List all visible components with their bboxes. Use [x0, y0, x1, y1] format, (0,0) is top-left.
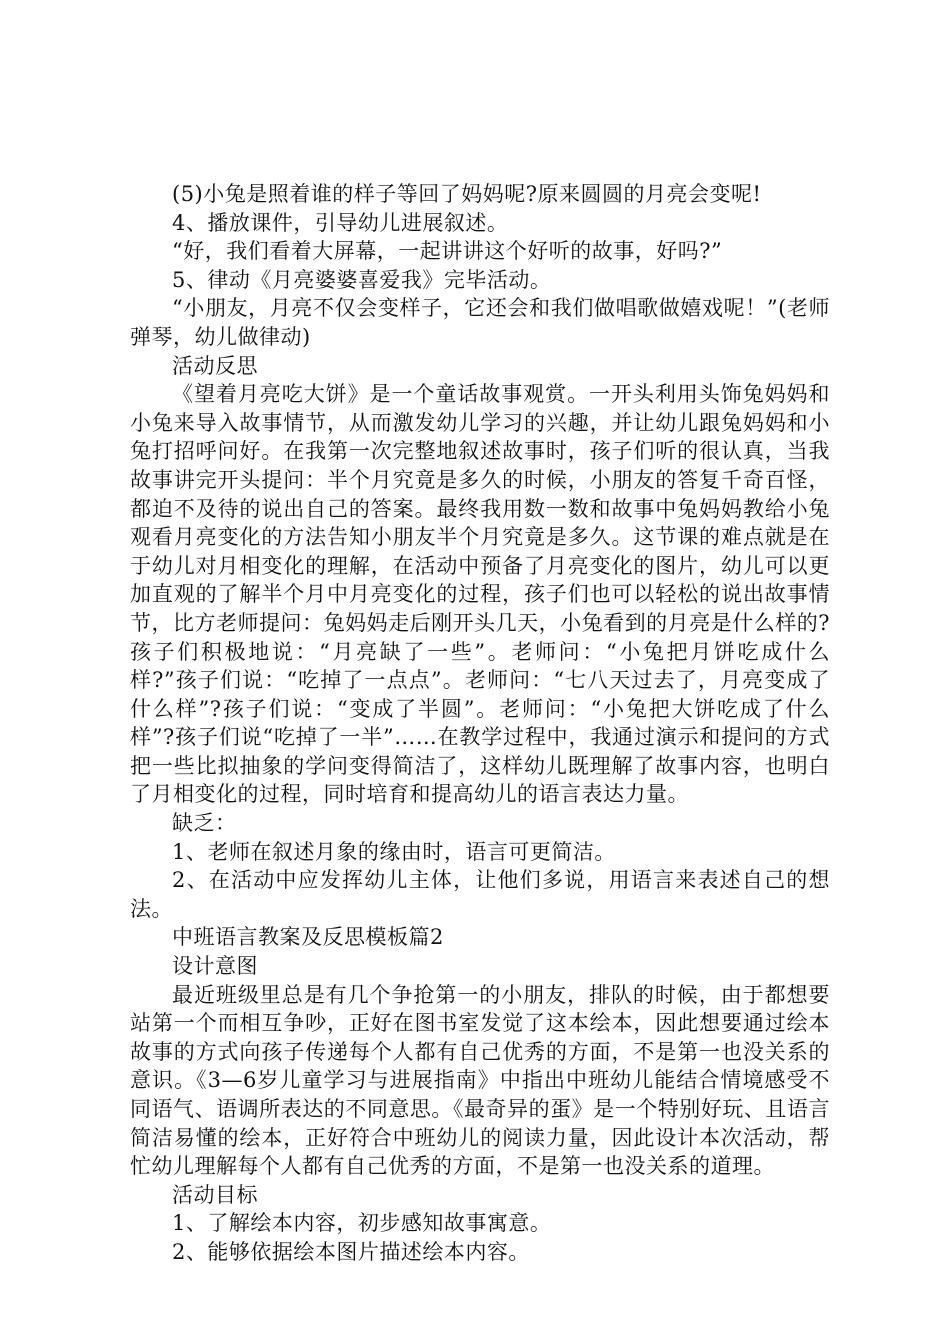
paragraph-design-intent-body: 最近班级里总是有几个争抢第一的小朋友，排队的时候，由于都想要站第一个而相互争吵，正好在图书室发觉了这本绘本，因此想要通过绘本故事的方式向孩子传递每个人都有自己优秀的方面，不是第一也没关系的意识。《3—6岁儿童学习与进展指南》中指出中班幼儿能结合情境感受不同语气、语调所表达的不同意思。《最奇异的蛋》是一个特别好玩、且语言简洁易懂的绘本，正好符合中班幼儿的阅读力量，因此设计本次活动，帮忙幼儿理解每个人都有自己优秀的方面，不是第一也没关系的道理。 — [130, 982, 830, 1179]
paragraph-step-5: 5、律动《月亮婆婆喜爱我》完毕活动。 — [172, 267, 552, 292]
paragraph-step-4: 4、播放课件，引导幼儿进展叙述。 — [172, 210, 509, 235]
paragraph-shortcoming-2: 2、在活动中应发挥幼儿主体，让他们多说，用语言来表述自己的想法。 — [130, 868, 830, 921]
paragraph-quote-screen: “好，我们看着大屏幕，一起讲讲这个好听的故事，好吗?” — [172, 239, 723, 264]
paragraph-goal-2: 2、能够依据绘本图片描述绘本内容。 — [172, 1239, 530, 1264]
heading-activity-reflection: 活动反思 — [172, 353, 258, 378]
heading-lesson-plan-2: 中班语言教案及反思模板篇2 — [172, 925, 444, 950]
paragraph-quote-moon: “小朋友，月亮不仅会变样子，它还会和我们做唱歌做嬉戏呢！”(老师弹琴，幼儿做律动) — [130, 296, 830, 349]
document-body — [130, 180, 830, 1267]
paragraph-step-5-sub: (5)小兔是照着谁的样子等回了妈妈呢?原来圆圆的月亮会变呢! — [172, 182, 762, 206]
paragraph-goal-1: 1、了解绘本内容，初步感知故事寓意。 — [172, 1211, 552, 1236]
paragraph-shortcoming-1: 1、老师在叙述月象的缘由时，语言可更简洁。 — [172, 839, 616, 864]
heading-design-intent: 设计意图 — [172, 954, 258, 979]
heading-activity-goals: 活动目标 — [172, 1182, 258, 1207]
heading-shortcomings: 缺乏： — [172, 811, 237, 836]
paragraph-reflection-body: 《望着月亮吃大饼》是一个童话故事观赏。一开头利用头饰兔妈妈和小兔来导入故事情节，从而激发幼儿学习的兴趣，并让幼儿跟兔妈妈和小兔打招呼问好。在我第一次完整地叙述故事时，孩子们听的很认真，当我故事讲完开头提问：半个月究竟是多久的时候，小朋友的答复千奇百怪，都迫不及待的说出自己的答案。最终我用数一数和故事中兔妈妈教给小兔观看月亮变化的方法告知小朋友半个月究竟是多久。这节课的难点就是在于幼儿对月相变化的理解，在活动中预备了月亮变化的图片，幼儿可以更加直观的了解半个月中月亮变化的过程，孩子们也可以轻松的说出故事情节，比方老师提问：兔妈妈走后刚开头几天，小兔看到的月亮是什么样的?孩子们积极地说：“月亮缺了一些”。老师问：“小兔把月饼吃成什么样?”孩子们说：“吃掉了一点点”。老师问：“七八天过去了，月亮变成了什么样”?孩子们说：“变成了半圆”。老师问：“小兔把大饼吃成了什么样”?孩子们说“吃掉了一半”……在教学过程中，我通过演示和提问的方式把一些比拟抽象的学问变得简洁了，这样幼儿既理解了故事内容，也明白了月相变化的过程，同时培育和提高幼儿的语言表达力量。 — [130, 382, 830, 807]
